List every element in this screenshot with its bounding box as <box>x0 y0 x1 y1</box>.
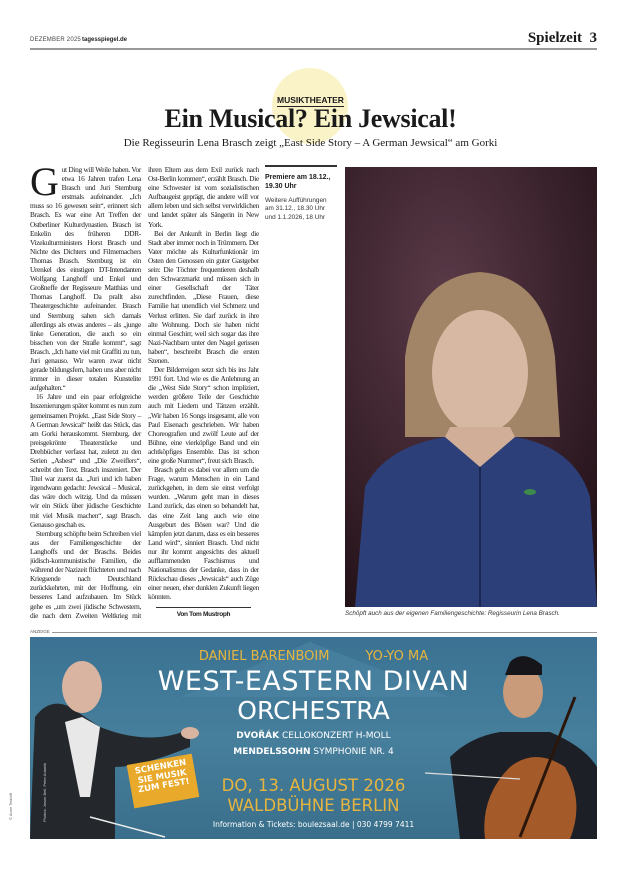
ad-performers <box>30 649 597 664</box>
header-rule <box>30 48 597 50</box>
orchestra-name: WEST-EASTERN DIVAN <box>157 666 470 697</box>
article-paragraph: Bei der Ankunft in Berlin liegt die Stadt aber immer noch in Trümmern. Der Vater möchte als Kulturfunktionär im Osten den Genossen ein guter Gastgeber sein: Die Töchter frequentieren deshalb den Schwarzmarkt und müssen sich in einer Gesellschaft der Täter zurechtfinden. „Diese Frauen, diese Familie hat unendlich viel Schmerz und Verlust erlitten. Sie darf zurück in ihre alte Wohnung. Doch sie haben nicht einmal Geschirr, weil sich sogar das ihre Nazi-Nachbarn unter den Nagel gerissen haben“, beschreibt Brasch die ersten Szenen. <box>148 228 259 365</box>
concert-venue: WALDBÜHNE BERLIN <box>227 796 400 815</box>
portrait-photo <box>345 167 597 607</box>
ad-rule <box>52 632 597 633</box>
drop-cap: G <box>30 165 59 204</box>
orchestra-name-line2: ORCHESTRA <box>237 696 390 725</box>
photo-caption: Schöpft auch aus der eigenen Familiengeschichte: Regisseurin Lena Brasch. <box>345 610 560 617</box>
composer: MENDELSSOHN <box>233 747 311 757</box>
concert-advertisement[interactable] <box>30 637 597 839</box>
work: SYMPHONIE NR. 4 <box>313 747 394 757</box>
issue-date: DEZEMBER 2025 <box>30 37 81 43</box>
byline: Von Tom Mustroph <box>156 607 251 619</box>
article-paragraph: Brasch geht es dabei vor allem um die Frage, warum Menschen in ein Land zurückgehen, in dem sie einst verfolgt wurden. „Warum geht man in dieses Land zurück, das einen so behandelt hat, das eine Zeit lang auch wie eine Ausgeburt des Bösen war? Und die kämpfen jetzt darum, dass es ein besseres Land wird“, sinniert Brasch. Und nicht nur ihr kommt angesichts des aktuell aufflammenden Faschismus und Nationalismus der Gedanke, dass in der Rückschau dieses „Jewsicals“ auch Züge einer neuen, eher dunklen Zukunft liegen könnten. <box>148 465 259 602</box>
subheadline: Die Regisseurin Lena Brasch zeigt „East Side Story – A German Jewsical“ am Gorki <box>123 137 498 149</box>
section-name: Spielzeit <box>527 30 582 46</box>
composer: DVOŘÁK <box>236 731 280 741</box>
site-name[interactable]: tagesspiegel.de <box>82 37 128 43</box>
performer-name: YO-YO MA <box>365 649 429 664</box>
portrait-illustration <box>345 167 597 607</box>
article-paragraph: 16 Jahre und ein paar erfolgreiche Inszenierungen später kommt es nun zum gemeinsamen Projekt. „East Side Story – A German Jewsical“ heißt das Stück, das am Gorki herauskommt. Sternburg, der preisgekrönte Theaterstücke und Drehbücher verfasst hat, zuletzt zu den Serien „Asbest“ und „Die Zweiflers“, schreibt den Text. Brasch inszeniert. Der Titel war zuerst da. „Juri und ich haben irgendwann gedacht: Jewsical – Musical, das wäre doch witzig. Und da müssen wir ein Stück über jüdische Geschichte mit viel Musik machen“, sagt Brasch. Genauso geschah es. <box>30 392 141 529</box>
section-header <box>528 30 597 47</box>
kicker-label: MUSIKTHEATER <box>277 95 344 105</box>
program-item <box>30 731 597 742</box>
article-paragraph: Der Bilderreigen setzt sich bis ins Jahr 1991 fort. Und wie es die Anlehnung an die „West Side Story“ schon impliziert, werden größere Teile der Geschichte auch mit Liedern und Tänzen erzählt. „Wir haben 16 Songs insgesamt, alle von Paul Eisenach geschrieben. Wir haben Choreografien und zwölf Leute auf der Bühne, eine vierköpfige Band und ein achtköpfiges Ensemble. Das ist schon eine große Nummer“, freut sich Brasch. <box>148 365 259 465</box>
ad-photo-credit: Photos: Jason Bell, Peter Adamik <box>42 762 47 822</box>
work: CELLOKONZERT H-MOLL <box>281 731 391 741</box>
gift-badge: SCHENKEN SIE MUSIK ZUM FEST! <box>127 754 200 809</box>
ticket-info[interactable]: Information & Tickets: boulezsaal.de | 030 4799 7411 <box>212 820 415 829</box>
page-number: 3 <box>589 30 597 46</box>
concert-date: DO, 13. AUGUST 2026 <box>221 776 406 795</box>
headline: Ein Musical? Ein Jewsical! <box>164 104 457 133</box>
info-box <box>265 165 337 222</box>
paragraph-text: ut Ding will Weile haben. Vor etwa 16 Jahren trafen Lena Brasch und Juri Sternburg erstmals aufeinander. „Ich muss so 16 gewesen sein“, erinnert sich Brasch. Es war eine Art Treffen der Ostberliner Kulturdynastien. Brasch ist Enkelin des früheren DDR-Vizekulturministers Horst Brasch und Nichte des Dichters und Filmemachers Thomas Brasch. Sternburg ist ein Urenkel des einstigen DT-Intendanten Wolfgang Langhoff und Enkel und Großneffe der Regisseure Matthias und Thomas Langhoff. Da prallt also Theatergeschichte aufeinander. Brasch und Sternburg sahen sich damals allerdings als etwas anderes – als „junge linke Generation, die auch so ein bisschen von der Straße kommt“, sagt Brasch. „Ich hatte viel mit Graffiti zu tun, Juri genauso. Wir waren zwar nicht gerade bildungsfern, haben uns aber nicht immer in dieser totalen Kunstelite aufgehalten.“ <box>30 165 141 393</box>
performer-name: DANIEL BARENBOIM <box>198 649 330 664</box>
article-body <box>30 165 259 621</box>
photo-credit: © Anne Tetzlaff <box>8 793 13 820</box>
program-item <box>30 747 597 758</box>
premiere-date: Premiere am 18.12., 19.30 Uhr <box>265 174 331 190</box>
further-dates: Weitere Aufführungen am 31.12., 18.30 Uhr und 1.1.2026, 18 Uhr <box>265 197 327 221</box>
article-paragraph <box>30 165 141 392</box>
article-paragraph: Sternburg schöpfte beim Schreiben viel aus der Familiengeschichte der Langhoffs und der Braschs. Beides jüdisch-kommunistische Familien, die während der Nazizeit flüchteten und nach Kriegsende nach Deutschland zurückkehrten, mit der Hoffnung, ein besseres Land aufzubauen. Im Stück gehe es „um zwei jüdische Schwestern, die nach dem Zweiten Weltkrieg mit ihren Eltern aus dem Exil zurück nach Ost-Berlin kommen“, erzählt Brasch. Die eine Schwester ist vom sozialistischen Aufbaugeist geprägt, die andere will vor allem leben und sich selbst verwirklichen und landet später als Sängerin in New York. <box>30 165 259 620</box>
ad-label: ANZEIGE <box>30 629 50 634</box>
